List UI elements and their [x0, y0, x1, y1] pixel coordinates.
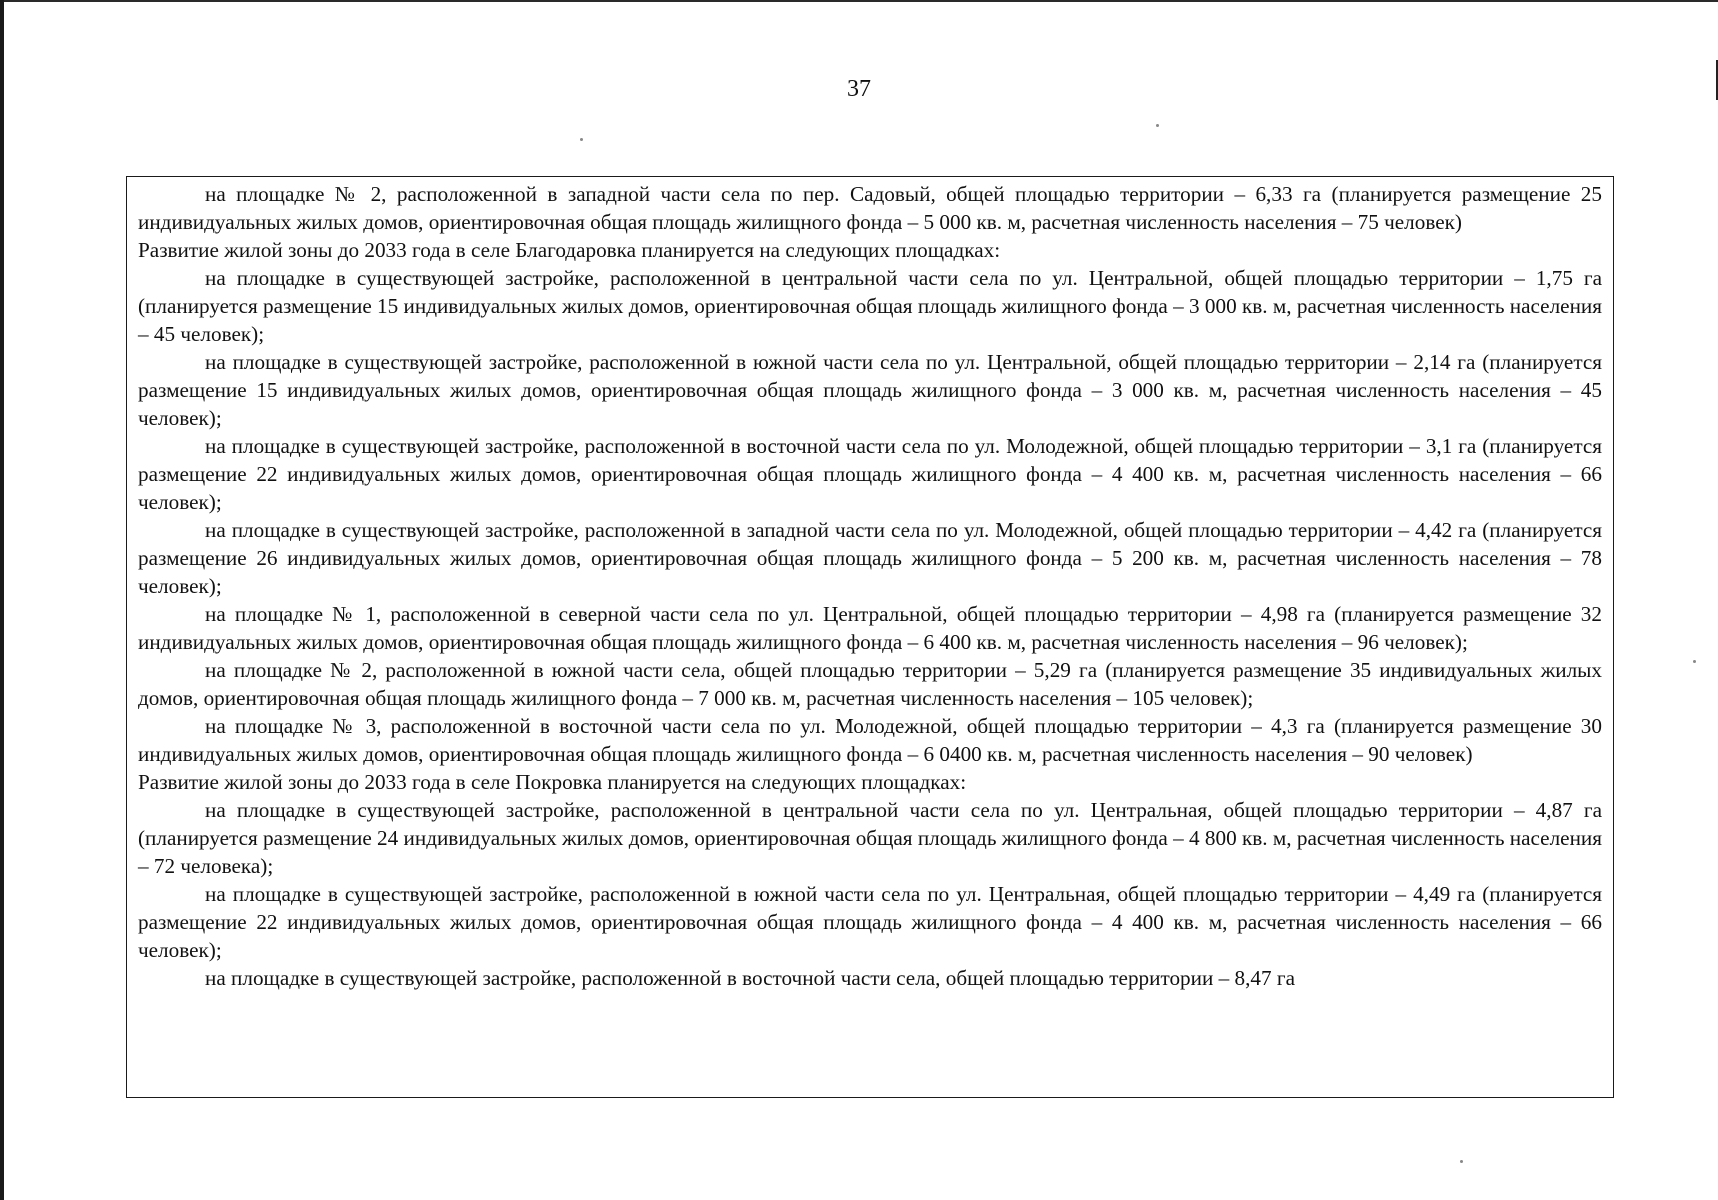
scan-edge-top — [0, 0, 1718, 2]
scan-speck — [1693, 660, 1696, 663]
paragraph-blagodarovka-west: на площадке в существующей застройке, расположенной в западной части села по ул. Молодежной, общей площадью территории – 4,42 га (планируется размещение 26 индивидуальных жилых домов, ориентировочная общая площадь жилищного фонда – 5 200 кв. м, расчетная численность населения – 78 человек); — [138, 518, 1602, 598]
scan-speck — [1156, 124, 1159, 127]
text-frame — [126, 176, 1614, 1098]
paragraph-pokrovka-center: на площадке в существующей застройке, расположенной в центральной части села по ул. Центральная, общей площадью территории – 4,87 га (планируется размещение 24 индивидуальных жилых домов, ориентировочная общая площадь жилищного фонда – 4 800 кв. м, расчетная численность населения – 72 человека); — [138, 798, 1602, 878]
heading-pokrovka: Развитие жилой зоны до 2033 года в селе Покровка планируется на следующих площадках: — [138, 770, 967, 794]
scan-speck — [1460, 1160, 1463, 1163]
heading-blagodarovka: Развитие жилой зоны до 2033 года в селе Благодаровка планируется на следующих площадках: — [138, 238, 1001, 262]
paragraph-plot-2-south: на площадке № 2, расположенной в южной части села, общей площадью территории – 5,29 га (планируется размещение 35 индивидуальных жилых домов, ориентировочная общая площадь жилищного фонда – 7 000 кв. м, расчетная численность населения – 105 человек); — [138, 658, 1602, 710]
page-number: 37 — [847, 76, 871, 102]
scan-edge-left — [0, 0, 4, 1200]
paragraph-plot-3-east: на площадке № 3, расположенной в восточной части села по ул. Молодежной, общей площадью территории – 4,3 га (планируется размещение 30 индивидуальных жилых домов, ориентировочная общая площадь жилищного фонда – 6 0400 кв. м, расчетная численность населения – 90 человек) — [138, 714, 1602, 766]
text-body — [138, 180, 1602, 992]
paragraph-blagodarovka-center: на площадке в существующей застройке, расположенной в центральной части села по ул. Центральной, общей площадью территории – 1,75 га (планируется размещение 15 индивидуальных жилых домов, ориентировочная общая площадь жилищного фонда – 3 000 кв. м, расчетная численность населения – 45 человек); — [138, 266, 1602, 346]
paragraph-plot-2-sadovy: на площадке № 2, расположенной в западной части села по пер. Садовый, общей площадью территории – 6,33 га (планируется размещение 25 индивидуальных жилых домов, ориентировочная общая площадь жилищного фонда – 5 000 кв. м, расчетная численность населения – 75 человек) — [138, 182, 1602, 234]
paragraph-blagodarovka-east: на площадке в существующей застройке, расположенной в восточной части села по ул. Молодежной, общей площадью территории – 3,1 га (планируется размещение 22 индивидуальных жилых домов, ориентировочная общая площадь жилищного фонда – 4 400 кв. м, расчетная численность населения – 66 человек); — [138, 434, 1602, 514]
paragraph-pokrovka-south: на площадке в существующей застройке, расположенной в южной части села по ул. Центральная, общей площадью территории – 4,49 га (планируется размещение 22 индивидуальных жилых домов, ориентировочная общая площадь жилищного фонда – 4 400 кв. м, расчетная численность населения – 66 человек); — [138, 882, 1602, 962]
paragraph-blagodarovka-south: на площадке в существующей застройке, расположенной в южной части села по ул. Центральной, общей площадью территории – 2,14 га (планируется размещение 15 индивидуальных жилых домов, ориентировочная общая площадь жилищного фонда – 3 000 кв. м, расчетная численность населения – 45 человек); — [138, 350, 1602, 430]
paragraph-plot-1-north: на площадке № 1, расположенной в северной части села по ул. Центральной, общей площадью территории – 4,98 га (планируется размещение 32 индивидуальных жилых домов, ориентировочная общая площадь жилищного фонда – 6 400 кв. м, расчетная численность населения – 96 человек); — [138, 602, 1602, 654]
paragraph-pokrovka-east: на площадке в существующей застройке, расположенной в восточной части села, общей площадью территории – 8,47 га — [205, 966, 1295, 990]
scan-speck — [580, 138, 583, 141]
